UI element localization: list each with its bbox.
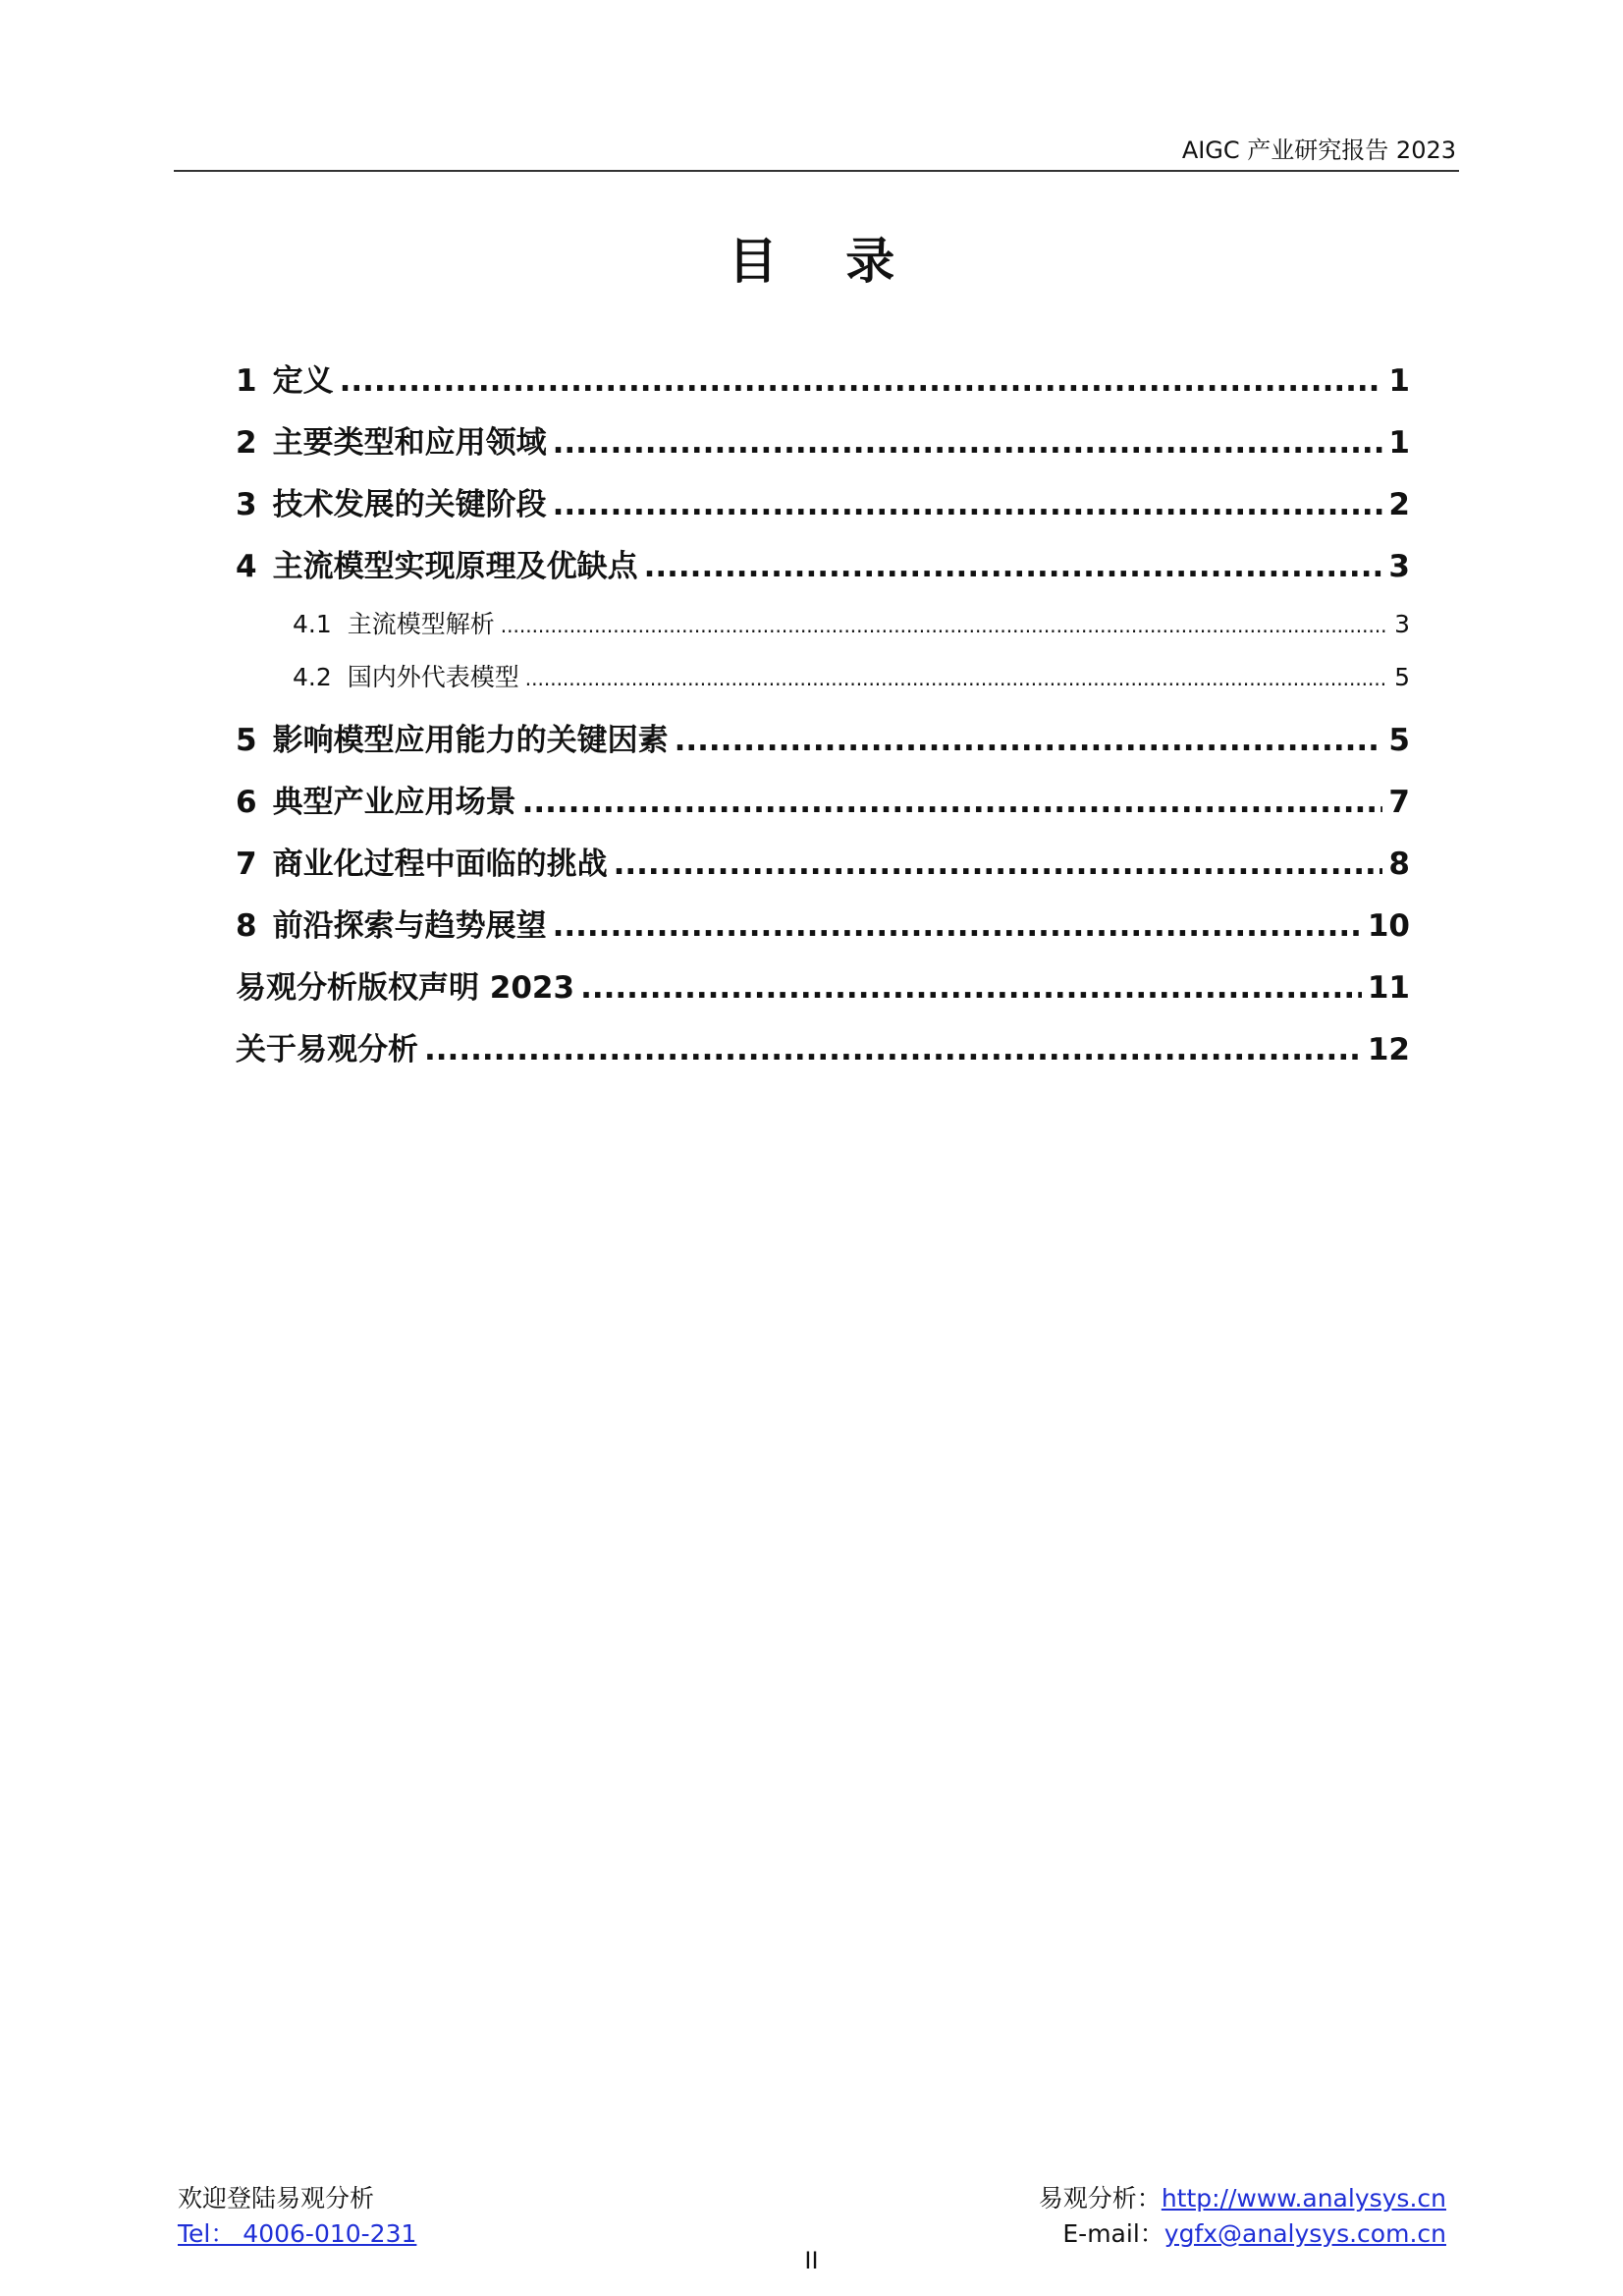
page-number: II	[804, 2247, 819, 2274]
toc-dot-leader	[553, 908, 1362, 944]
toc-entry-8[interactable]	[236, 901, 1410, 962]
toc-entry-4-2[interactable]	[236, 658, 1410, 711]
toc-entry-number: 4.1	[293, 610, 332, 638]
footer-email-link[interactable]: ygfx@analysys.com.cn	[1163, 2219, 1446, 2248]
toc-dot-leader	[580, 970, 1362, 1006]
toc-entry-title: 主流模型解析	[347, 610, 495, 638]
footer-welcome-text: 欢迎登陆易观分析	[178, 2184, 375, 2213]
toc-dot-leader	[340, 363, 1383, 399]
toc-entry-page: 5	[1388, 723, 1410, 758]
toc-dot-leader	[675, 723, 1383, 758]
toc-entry-page: 8	[1388, 847, 1410, 882]
toc-entry-page: 1	[1388, 425, 1410, 461]
toc-entry-7[interactable]	[236, 839, 1410, 901]
toc-entry-title: 技术发展的关键阶段	[272, 487, 547, 522]
toc-entry-title: 主要类型和应用领域	[272, 425, 547, 461]
toc-entry-page: 11	[1367, 970, 1410, 1006]
toc-entry-number: 7	[236, 847, 257, 882]
table-of-contents	[236, 355, 1410, 1086]
toc-entry-number: 6	[236, 785, 257, 820]
footer-tel-link[interactable]: Tel： 4006-010-231	[178, 2219, 417, 2248]
toc-entry-title: 国内外代表模型	[347, 663, 519, 691]
toc-dot-leader	[525, 667, 1388, 690]
footer-site-label: 易观分析：	[1038, 2184, 1162, 2213]
toc-entry-number: 3	[236, 487, 257, 522]
header-divider	[174, 170, 1459, 172]
toc-entry-page: 12	[1367, 1032, 1410, 1067]
toc-entry-about[interactable]	[236, 1024, 1410, 1086]
toc-entry-page: 3	[1388, 549, 1410, 584]
toc-dot-leader	[644, 549, 1383, 584]
toc-dot-leader	[553, 425, 1383, 461]
toc-dot-leader	[553, 487, 1383, 522]
footer-site-row	[1039, 2181, 1446, 2216]
toc-entry-copyright[interactable]	[236, 962, 1410, 1024]
toc-entry-page: 1	[1388, 363, 1410, 399]
toc-entry-page: 7	[1388, 785, 1410, 820]
toc-entry-4-1[interactable]	[236, 605, 1410, 658]
toc-entry-number: 5	[236, 723, 257, 758]
toc-entry-page: 3	[1394, 610, 1410, 638]
toc-entry-number: 8	[236, 908, 257, 944]
toc-entry-3[interactable]	[236, 479, 1410, 541]
toc-dot-leader	[614, 847, 1383, 882]
toc-dot-leader	[501, 614, 1388, 637]
toc-dot-leader	[424, 1032, 1362, 1067]
toc-entry-title: 商业化过程中面临的挑战	[272, 847, 608, 882]
toc-entry-title: 关于易观分析	[236, 1032, 418, 1067]
toc-entry-title: 定义	[272, 363, 334, 399]
footer-site-link[interactable]: http://www.analysys.cn	[1161, 2184, 1446, 2213]
running-header-title: AIGC 产业研究报告 2023	[1181, 137, 1456, 164]
toc-entry-number: 2	[236, 425, 257, 461]
toc-title: 目 录	[728, 233, 921, 290]
toc-entry-title: 典型产业应用场景	[272, 785, 516, 820]
footer-email-label: E-mail：	[1062, 2219, 1164, 2248]
toc-entry-1[interactable]	[236, 355, 1410, 417]
toc-entry-2[interactable]	[236, 417, 1410, 479]
footer-right	[1039, 2181, 1446, 2252]
toc-entry-page: 2	[1388, 487, 1410, 522]
footer-left	[178, 2181, 416, 2252]
toc-entry-number: 4.2	[293, 663, 332, 691]
toc-entry-title: 前沿探索与趋势展望	[272, 908, 547, 944]
toc-dot-leader	[522, 785, 1383, 820]
toc-entry-5[interactable]	[236, 715, 1410, 777]
toc-entry-4[interactable]	[236, 541, 1410, 603]
toc-entry-number: 1	[236, 363, 257, 399]
toc-entry-title: 影响模型应用能力的关键因素	[272, 723, 669, 758]
toc-entry-page: 5	[1394, 663, 1410, 691]
toc-entry-title: 易观分析版权声明 2023	[236, 970, 575, 1006]
toc-entry-title: 主流模型实现原理及优缺点	[272, 549, 638, 584]
toc-entry-6[interactable]	[236, 777, 1410, 839]
toc-entry-number: 4	[236, 549, 257, 584]
toc-entry-page: 10	[1367, 908, 1410, 944]
